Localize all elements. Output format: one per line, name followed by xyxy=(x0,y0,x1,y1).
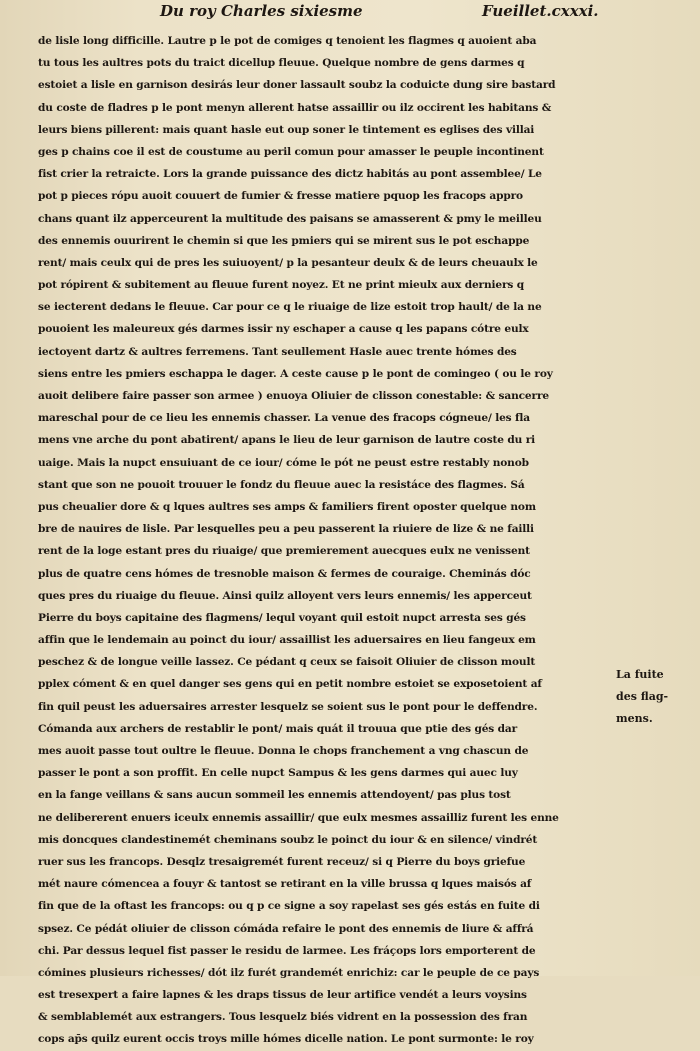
text-line: siens entre les pmiers eschappa le dager. A ceste cause p le pont de comingeo ( ou le roy xyxy=(38,367,553,380)
text-line: rent de la loge estant pres du riuaige/ que premierement auecques eulx ne venissent xyxy=(38,545,530,558)
text-line: & semblablemét aux estrangers. Tous lesquelz biés vidrent en la possession des fran xyxy=(38,1011,528,1024)
text-line: ques pres du riuaige du fleuue. Ainsi quilz alloyent vers leurs ennemis/ les apperceut xyxy=(38,589,532,602)
text-line: cómines plusieurs richesses/ dót ilz furét grandemét enrichiz: car le peuple de ce pays xyxy=(38,966,540,979)
text-line: chi. Par dessus lequel fist passer le residu de larmee. Les fráçops lors emporterent de xyxy=(38,944,536,957)
margin-note-line: mens. xyxy=(616,712,653,725)
text-line: iectoyent dartz & aultres ferremens. Tant seullement Hasle auec trente hómes des xyxy=(38,345,517,358)
text-line: mis doncques clandestinemét cheminans soubz le poinct du iour & en silence/ vindrét xyxy=(38,833,538,846)
text-line: leurs biens pillerent: mais quant hasle eut oup soner le tintement es eglises des villai xyxy=(38,123,535,136)
text-line: stant que son ne pouoit trouuer le fondz du fleuue auec la resistáce des flagmes. Sá xyxy=(38,478,525,491)
text-line: fin que de la oftast les francops: ou q p ce signe a soy rapelast ses gés estás en fuite di xyxy=(38,900,540,913)
body-text xyxy=(38,30,610,1051)
running-header xyxy=(0,0,700,28)
text-line: fist crier la retraicte. Lors la grande puissance des dictz habitás au pont assemblee/ Le xyxy=(38,168,542,181)
margin-note-line: des flag- xyxy=(616,690,669,703)
text-line: en la fange veillans & sans aucun sommeil les ennemis attendoyent/ pas plus tost xyxy=(38,789,511,802)
text-line: passer le pont a son proffit. En celle nupct Sampus & les gens darmes qui auec luy xyxy=(38,767,518,780)
text-line: ruer sus les francops. Desqlz tresaigremét furent receuz/ si q Pierre du boys griefue xyxy=(38,855,526,868)
text-line: pplex cóment & en quel danger ses gens qui en petit nombre estoiet se exposetoient af xyxy=(38,678,542,691)
text-line: mareschal pour de ce lieu les ennemis chasser. La venue des fracops cógneue/ les fla xyxy=(38,412,531,425)
text-line: des ennemis ouurirent le chemin si que les pmiers qui se mirent sus le pot eschappe xyxy=(38,234,530,247)
text-line: plus de quatre cens hómes de tresnoble maison & fermes de couraige. Cheminás dóc xyxy=(38,567,531,580)
text-line: affin que le lendemain au poinct du iour/ assaillist les aduersaires en lieu fangeux em xyxy=(38,634,536,647)
text-line: spsez. Ce pédát oliuier de clisson cómáda refaire le pont des ennemis de liure & affrá xyxy=(38,922,534,935)
folio-number: Fueillet.cxxxi. xyxy=(482,2,599,20)
text-line: estoiet a lisle en garnison desirás leur doner lassault soubz la coduicte dung sire bastard xyxy=(38,79,556,92)
text-line: rent/ mais ceulx qui de pres les suiuoyent/ p la pesanteur deulx & de leurs cheuaulx le xyxy=(38,256,538,269)
text-line: ges p chains coe il est de coustume au peril comun pour amasser le peuple incontinent xyxy=(38,145,544,158)
text-line: bre de nauires de lisle. Par lesquelles peu a peu passerent la riuiere de lize & ne failli xyxy=(38,523,534,536)
text-line: mens vne arche du pont abatirent/ apans le lieu de leur garnison de lautre coste du ri xyxy=(38,434,536,447)
text-line: tu tous les aultres pots du traict dicellup fleuue. Quelque nombre de gens darmes q xyxy=(38,57,525,70)
text-line: de lisle long difficille. Lautre p le pot de comiges q tenoient les flagmes q auoient aba xyxy=(38,35,537,47)
text-line: Cómanda aux archers de restablir le pont/ mais quát il trouua que ptie des gés dar xyxy=(38,722,518,735)
margin-note xyxy=(616,664,698,730)
text-line: ne delibererent enuers iceulx ennemis assaillir/ que eulx mesmes assailliz furent les enne xyxy=(38,811,559,824)
text-line: Pierre du boys capitaine des flagmens/ lequl voyant quil estoit nupct arresta ses gés xyxy=(38,611,526,624)
text-line: pouoient les maleureux gés darmes issir ny eschaper a cause q les papans cótre eulx xyxy=(38,323,529,336)
text-line: mét naure cómencea a fouyr & tantost se retirant en la ville brussa q lques maisós af xyxy=(38,878,532,891)
text-line: est tresexpert a faire lapnes & les draps tissus de leur artifice vendét a leurs voysins xyxy=(38,989,527,1002)
text-line: pot p pieces rópu auoit couuert de fumier & fresse matiere pquop les fracops appro xyxy=(38,190,523,203)
text-line: fin quil peust les aduersaires arrester lesquelz se soient sus le pont pour le deffendre. xyxy=(38,700,538,713)
text-line: se iecterent dedans le fleuue. Car pour ce q le riuaige de lize estoit trop hault/ de la ne xyxy=(38,301,542,314)
text-line: auoit delibere faire passer son armee ) enuoya Oliuier de clisson conestable: & sancerre xyxy=(38,390,549,402)
text-line: pus cheualier dore & q lques aultres ses amps & familiers firent oposter quelque nom xyxy=(38,500,536,513)
text-line: du coste de fladres p le pont menyn allerent hatse assaillir ou ilz occirent les habitans & xyxy=(38,101,552,114)
text-line: chans quant ilz apperceurent la multitude des paisans se amasserent & pmy le meilleu xyxy=(38,212,542,225)
header-title: Du roy Charles sixiesme xyxy=(160,2,363,20)
text-line: cops ap̄s quilz eurent occis troys mille hómes dicelle nation. Le pont surmonte: le roy xyxy=(38,1033,534,1046)
margin-note-line: La fuite xyxy=(616,668,664,681)
text-line: uaige. Mais la nupct ensuiuant de ce iour/ cóme le pót ne peust estre restably nonob xyxy=(38,456,529,469)
text-line: mes auoit passe tout oultre le fleuue. Donna le chops franchement a vng chascun de xyxy=(38,745,529,757)
text-line: peschez & de longue veille lassez. Ce pédant q ceux se faisoit Oliuier de clisson moult xyxy=(38,656,536,669)
text-line: pot rópirent & subitement au fleuue furent noyez. Et ne print mieulx aux derniers q xyxy=(38,279,525,292)
